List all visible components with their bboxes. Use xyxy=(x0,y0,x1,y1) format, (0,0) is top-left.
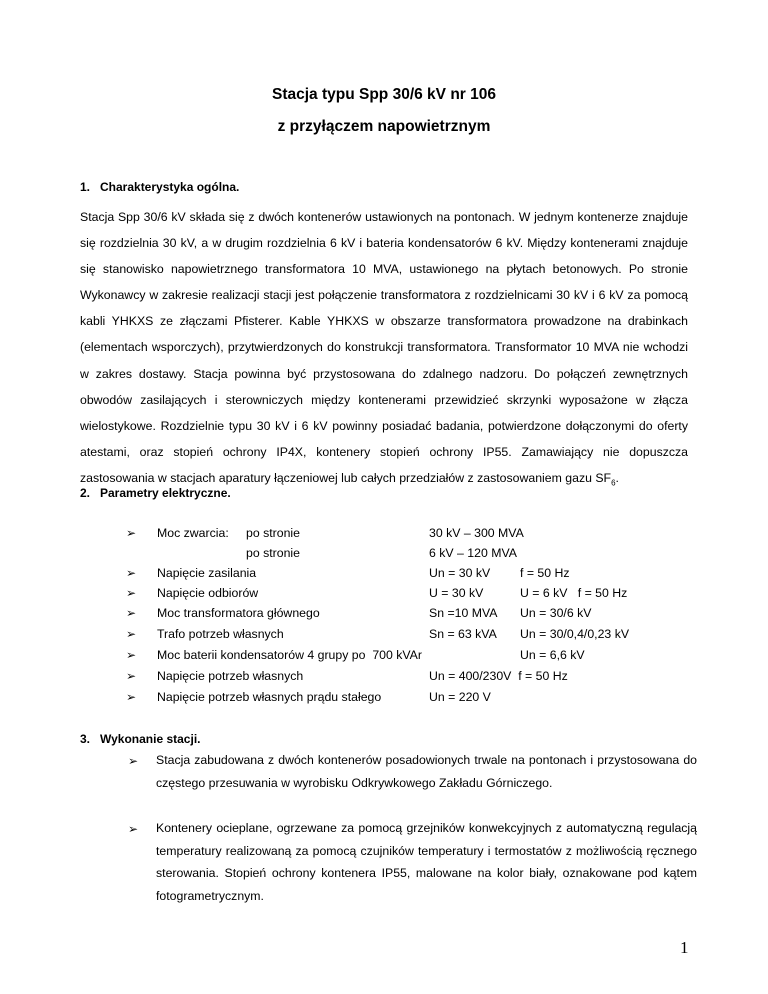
param-label: Moc zwarcia: xyxy=(157,526,229,540)
section-2-heading xyxy=(80,486,231,500)
section-1-number: 1. xyxy=(80,180,91,194)
param-value-2: Un = 30/6 kV xyxy=(520,606,592,620)
param-value: Un = 400/230V f = 50 Hz xyxy=(429,669,568,683)
section-1-text: Stacja Spp 30/6 kV składa się z dwóch kontenerów ustawionych na pontonach. W jednym kontenerze znajduje się rozdzielnia 30 kV, a w drugim rozdzielnia 6 kV i bateria kondensatorów 6 kV. Między kontenerami znajduje się stanowisko napowietrznego transformatora 10 MVA, ustawionego na płytach betonowych. Po stronie Wykonawcy w zakresie realizacji stacji jest połączenie transformatora z rozdzielnicami 30 kV i 6 kV za pomocą kabli YHKXS ze złączami Pfisterer. Kable YHKXS w obszarze transformatora prowadzone na drabinkach (elementach wsporczych), przytwierdzonych do konstrukcji transformatora. Transformator 10 MVA nie wchodzi w zakres dostawy. Stacja powinna być przystosowana do zdalnego nadzoru. Do połączeń zewnętrznych obwodów zasilających i sterowniczych między kontenerami przewidzieć skrzynki wyposażone w złącza wielostykowe. Rozdzielnie typu 30 kV i 6 kV powinny posiadać badania, potwierdzone dołączonymi do oferty atestami, oraz stopień ochrony IP4X, kontenery stopień ochrony IP55. Zamawiający nie dopuszcza zastosowania w stacjach aparatury łączeniowej lub całych przedziałów z zastosowaniem gazu SF xyxy=(80,210,688,485)
title-line-2: z przyłączem napowietrznym xyxy=(277,118,491,135)
param-label: Trafo potrzeb własnych xyxy=(157,627,284,641)
param-value-2: Un = 6,6 kV xyxy=(520,648,585,662)
bullet-icon: ➢ xyxy=(126,586,137,600)
param-value-2: Un = 30/0,4/0,23 kV xyxy=(520,627,630,641)
param-value: U = 30 kV xyxy=(429,586,484,600)
param-value: Un = 30 kV xyxy=(429,566,491,580)
param-label: Napięcie potrzeb własnych xyxy=(157,669,304,683)
param-label: Napięcie odbiorów xyxy=(157,586,259,600)
section-1-paragraph xyxy=(80,204,688,496)
page-number: 1 xyxy=(680,938,689,957)
bullet-icon: ➢ xyxy=(126,648,137,662)
title-line-1: Stacja typu Spp 30/6 kV nr 106 xyxy=(272,86,496,103)
bullet-icon: ➢ xyxy=(126,690,137,704)
param-label: Moc transformatora głównego xyxy=(157,606,320,620)
list-item: Kontenery ocieplane, ogrzewane za pomocą grzejników konwekcyjnych z automatyczną regulacją temperatury realizowaną za pomocą czujników temperatury i termostatów z możliwością ręcznego sterowania. Stopień ochrony kontenera IP55, malowane na kolor biały, oznakowane pod kątem fotogrametrycznym. xyxy=(156,821,697,903)
list-item: Stacja zabudowana z dwóch kontenerów posadowionych trwale na pontonach i przystosowana do częstego przesuwania w wyrobisku Odkrywkowego Zakładu Górniczego. xyxy=(156,753,697,790)
param-label: Moc baterii kondensatorów 4 grupy po 700 kVAr xyxy=(157,648,422,662)
param-sublabel: po stronie xyxy=(246,526,301,540)
bullet-icon: ➢ xyxy=(126,669,137,683)
section-3-number: 3. xyxy=(80,732,91,746)
param-value: 30 kV – 300 MVA xyxy=(429,526,524,540)
param-value: Sn =10 MVA xyxy=(429,606,498,620)
section-1-title: Charakterystyka ogólna. xyxy=(100,180,240,194)
section-3-heading xyxy=(80,732,200,746)
param-sublabel: po stronie xyxy=(246,546,301,560)
bullet-icon: ➢ xyxy=(126,627,137,641)
bullet-icon: ➢ xyxy=(126,606,137,620)
param-value: Sn = 63 kVA xyxy=(429,627,497,641)
param-value-2: U = 6 kV f = 50 Hz xyxy=(520,586,628,600)
bullet-icon: ➢ xyxy=(126,526,137,540)
param-label: Napięcie potrzeb własnych prądu stałego xyxy=(157,690,382,704)
bullet-icon: ➢ xyxy=(128,822,139,836)
param-value-2: f = 50 Hz xyxy=(520,566,570,580)
param-value: Un = 220 V xyxy=(429,690,491,704)
bullet-icon: ➢ xyxy=(126,566,137,580)
bullet-icon: ➢ xyxy=(128,754,139,768)
param-value: 6 kV – 120 MVA xyxy=(429,546,517,560)
section-1-text-end: . xyxy=(615,470,619,485)
section-3-title: Wykonanie stacji. xyxy=(100,732,201,746)
section-1-heading xyxy=(80,180,239,194)
param-label: Napięcie zasilania xyxy=(157,566,257,580)
sf6-subscript: 6 xyxy=(611,478,616,488)
section-2-title: Parametry elektryczne. xyxy=(100,486,231,500)
section-2-number: 2. xyxy=(80,486,91,500)
